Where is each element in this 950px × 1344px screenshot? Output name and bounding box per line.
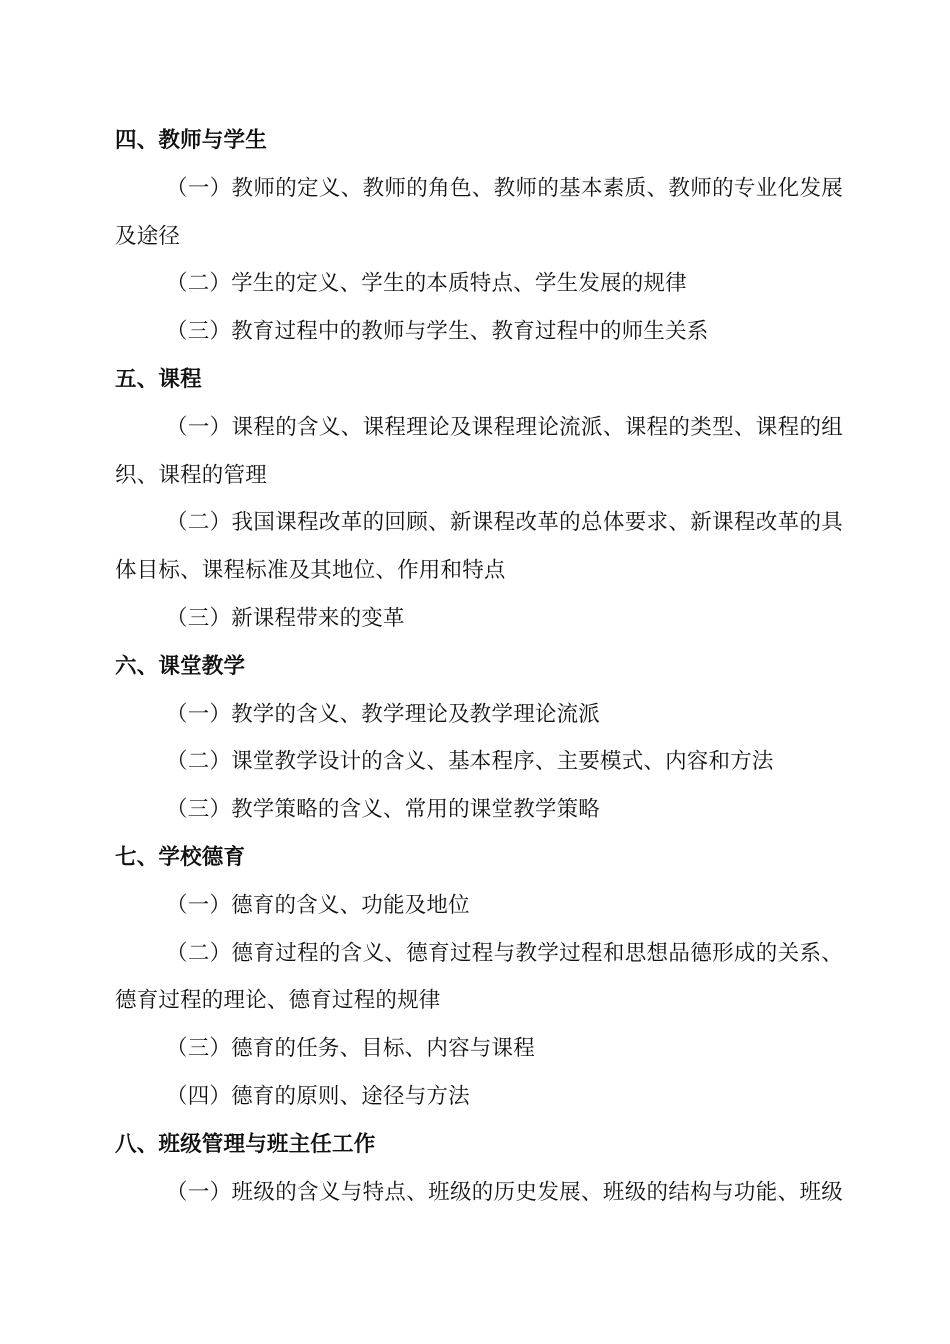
item-line-continued: 及途径 xyxy=(115,223,181,249)
item-line: （二）课堂教学设计的含义、基本程序、主要模式、内容和方法 xyxy=(166,749,774,775)
item-line-continued: 体目标、课程标准及其地位、作用和特点 xyxy=(115,558,506,584)
item-line: （三）德育的任务、目标、内容与课程 xyxy=(166,1036,535,1062)
item-line: （一）德育的含义、功能及地位 xyxy=(166,892,470,918)
item-line: （三）教学策略的含义、常用的课堂教学策略 xyxy=(166,797,601,823)
item-line-continued: 织、课程的管理 xyxy=(115,462,267,488)
item-line: （二）德育过程的含义、德育过程与教学过程和思想品德形成的关系、 xyxy=(166,940,843,966)
item-line: （二）我国课程改革的回顾、新课程改革的总体要求、新课程改革的具 xyxy=(166,510,843,536)
item-line: （一）教师的定义、教师的角色、教师的基本素质、教师的专业化发展 xyxy=(166,175,843,201)
item-line: （三）教育过程中的教师与学生、教育过程中的师生关系 xyxy=(166,319,709,345)
section-heading: 四、教师与学生 xyxy=(115,128,267,153)
item-line: （一）教学的含义、教学理论及教学理论流派 xyxy=(166,701,601,727)
section-heading: 八、班级管理与班主任工作 xyxy=(115,1131,376,1157)
section-heading: 五、课程 xyxy=(115,366,202,392)
item-line: （四）德育的原则、途径与方法 xyxy=(166,1083,470,1109)
item-line-continued: 德育过程的理论、德育过程的规律 xyxy=(115,988,441,1014)
item-line: （一）课程的含义、课程理论及课程理论流派、课程的类型、课程的组 xyxy=(166,414,843,440)
item-line: （二）学生的定义、学生的本质特点、学生发展的规律 xyxy=(166,271,687,297)
section-heading: 六、课堂教学 xyxy=(115,653,246,679)
item-line: （三）新课程带来的变革 xyxy=(166,605,405,631)
section-heading: 七、学校德育 xyxy=(115,844,246,870)
item-line: （一）班级的含义与特点、班级的历史发展、班级的结构与功能、班级 xyxy=(166,1179,843,1205)
document-page xyxy=(115,117,843,1216)
